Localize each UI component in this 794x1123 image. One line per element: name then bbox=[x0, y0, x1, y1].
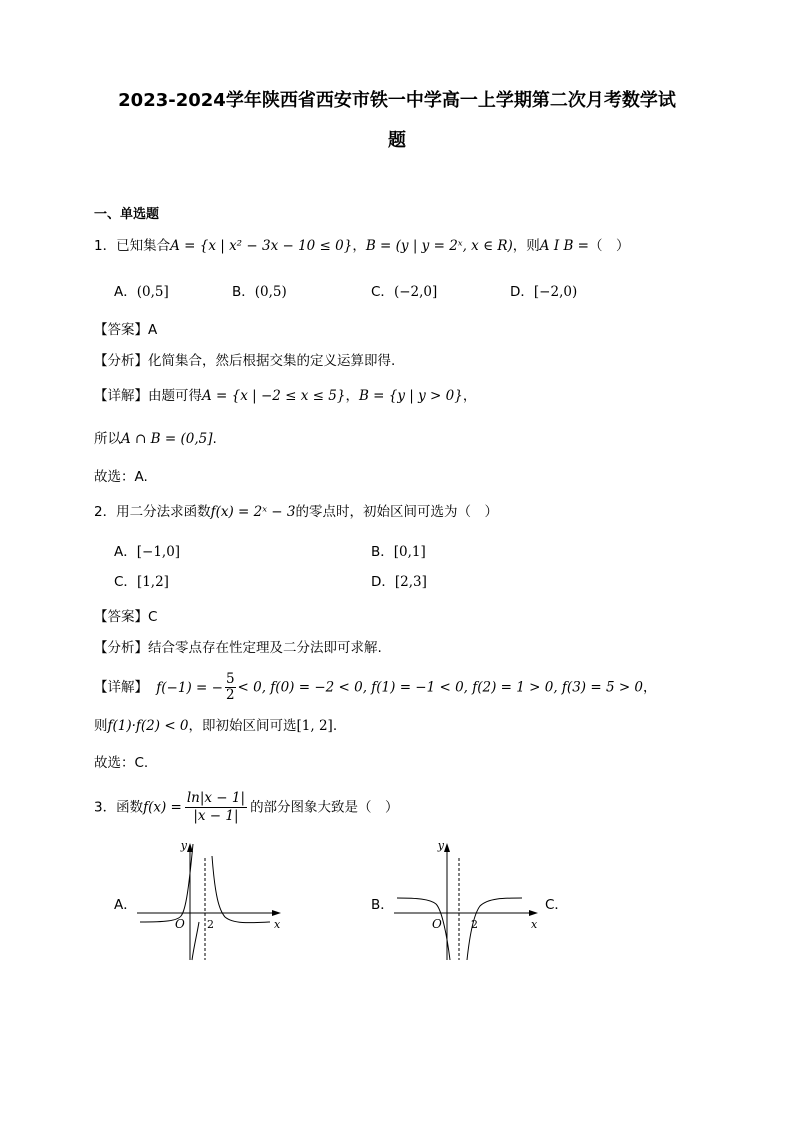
q2-detail-fraction bbox=[225, 672, 236, 703]
q2-option-b-label: B． bbox=[371, 544, 394, 560]
q1-option-c bbox=[371, 280, 437, 300]
curve-left-branch bbox=[397, 898, 450, 960]
q2-option-c-value: [1,2] bbox=[136, 574, 169, 590]
q2-func: f(x) = 2ˣ − 3 bbox=[210, 504, 296, 520]
q2-detail-f1-post: < 0, f(0) = −2 < 0, f(1) = −1 < 0, f(2) = 1 > 0, f(3) = 5 > 0 bbox=[237, 679, 644, 696]
q3-graph-a bbox=[135, 836, 285, 966]
q2-conclusion bbox=[94, 714, 337, 734]
graph-a-y-label: y bbox=[180, 839, 187, 852]
q2-stem-post: 的零点时，初始区间可选为（ ） bbox=[295, 504, 498, 520]
q1-option-c-label: C． bbox=[371, 284, 394, 300]
q1-analysis-tag: 【分析】 bbox=[94, 353, 148, 369]
q2-detail-f1-pre: f(−1) = − bbox=[156, 679, 223, 696]
q1-detail-pre: 由题可得 bbox=[148, 388, 202, 404]
q2-detail-tag: 【详解】 bbox=[94, 679, 148, 696]
q3-graph-b-label: B． bbox=[371, 897, 394, 913]
q2-conclusion-interval: [1, 2] bbox=[296, 718, 333, 734]
q3-stem-pre: 3．函数 bbox=[94, 799, 144, 816]
graph-b-y-label: y bbox=[437, 839, 444, 852]
q2-option-a bbox=[114, 540, 180, 560]
q2-answer-value: C bbox=[148, 609, 158, 625]
q1-choose: 故选：A. bbox=[94, 469, 148, 485]
q3-fraction-numerator: ln|x − 1| bbox=[186, 790, 246, 806]
q2-conclusion-math: f(1)·f(2) < 0 bbox=[107, 718, 189, 734]
q2-analysis-tag: 【分析】 bbox=[94, 640, 148, 656]
q1-conclusion-end: . bbox=[212, 431, 217, 447]
q1-analysis-text: 化简集合，然后根据交集的定义运算即得. bbox=[148, 353, 396, 369]
q3-graph-a-label: A． bbox=[114, 897, 137, 913]
graph-a-tick-2: 2 bbox=[207, 918, 214, 931]
q2-detail-end: ， bbox=[643, 679, 657, 696]
page-title-line2: 题 bbox=[388, 130, 406, 151]
q2-stem bbox=[94, 500, 498, 520]
q2-answer bbox=[94, 605, 157, 625]
q2-choose: 故选：C. bbox=[94, 755, 149, 771]
q1-answer bbox=[94, 318, 157, 338]
q2-option-a-label: A． bbox=[114, 544, 137, 560]
q2-fraction-denominator: 2 bbox=[225, 687, 235, 703]
graph-b-origin-label: O bbox=[432, 917, 442, 931]
q2-analysis bbox=[94, 636, 382, 656]
q3-stem-post: 的部分图象大致是（ ） bbox=[250, 799, 399, 816]
curve-left-lower bbox=[192, 922, 199, 960]
q2-fraction-numerator: 5 bbox=[225, 671, 235, 687]
q3-func-lhs: f(x) = bbox=[143, 799, 182, 816]
q1-conclusion-math: A ∩ B = (0,5] bbox=[121, 431, 213, 447]
q2-analysis-text: 结合零点存在性定理及二分法即可求解. bbox=[148, 640, 382, 656]
q2-stem-pre: 2．用二分法求函数 bbox=[94, 504, 211, 520]
q1-detail-sep: ， bbox=[345, 388, 359, 404]
page-title-line1: 2023-2024学年陕西省西安市铁一中学高一上学期第二次月考数学试 bbox=[118, 90, 676, 111]
q3-fraction-denominator: |x − 1| bbox=[193, 808, 239, 824]
q2-option-d bbox=[371, 570, 427, 590]
q1-option-a bbox=[114, 280, 169, 300]
q1-set-b: B = (y | y = 2ˣ, x ∈ R) bbox=[365, 238, 513, 254]
q1-detail-tag: 【详解】 bbox=[94, 388, 148, 404]
q2-option-d-value: [2,3] bbox=[394, 574, 427, 590]
q1-comma: ， bbox=[352, 238, 366, 254]
q1-answer-value: A bbox=[148, 322, 158, 338]
q2-conclusion-post: ，即初始区间可选 bbox=[188, 718, 297, 734]
q1-set-a: A = {x | x² − 3x − 10 ≤ 0} bbox=[170, 238, 353, 254]
q3-stem bbox=[94, 790, 399, 825]
q3-graph-b bbox=[392, 836, 542, 966]
q2-option-c bbox=[114, 570, 169, 590]
q1-detail bbox=[94, 384, 476, 404]
q1-option-d-value: [−2,0) bbox=[533, 284, 578, 300]
q1-option-c-value: (−2,0] bbox=[393, 284, 438, 300]
x-axis-arrow-icon bbox=[272, 910, 281, 916]
q1-detail-end: ， bbox=[462, 388, 477, 404]
graph-b-tick-2: 2 bbox=[471, 918, 478, 931]
q1-option-d-label: D． bbox=[510, 284, 534, 300]
q1-option-d bbox=[510, 280, 577, 300]
graph-b-x-label: x bbox=[531, 918, 538, 931]
curve-left-branch bbox=[140, 844, 193, 922]
q2-option-d-label: D． bbox=[371, 574, 395, 590]
q1-conclusion-pre: 所以 bbox=[94, 431, 121, 447]
section-heading: 一、单选题 bbox=[94, 207, 160, 222]
q2-answer-tag: 【答案】 bbox=[94, 609, 148, 625]
q2-option-b bbox=[371, 540, 426, 560]
q1-option-b-label: B． bbox=[232, 284, 255, 300]
q1-option-b bbox=[232, 280, 287, 300]
x-axis-arrow-icon bbox=[529, 910, 538, 916]
q2-option-a-value: [−1,0] bbox=[136, 544, 181, 560]
q1-answer-tag: 【答案】 bbox=[94, 322, 148, 338]
q3-fraction bbox=[185, 790, 247, 825]
q3-graph-c-label: C． bbox=[545, 897, 568, 913]
q1-op: A I B = bbox=[539, 238, 589, 254]
q2-detail bbox=[94, 672, 657, 703]
q1-paren: （ ） bbox=[589, 238, 630, 254]
q2-option-b-value: [0,1] bbox=[393, 544, 426, 560]
q1-detail-set-b: B = {y | y > 0} bbox=[358, 388, 463, 404]
q1-stem bbox=[94, 234, 630, 254]
q1-option-a-label: A． bbox=[114, 284, 137, 300]
y-axis-arrow-icon bbox=[444, 843, 450, 852]
q1-stem-pre: 1．已知集合 bbox=[94, 238, 171, 254]
q2-option-c-label: C． bbox=[114, 574, 137, 590]
q1-conclusion bbox=[94, 427, 217, 447]
q1-stem-mid: ，则 bbox=[512, 238, 540, 254]
graph-a-x-label: x bbox=[274, 918, 281, 931]
q1-detail-set-a: A = {x | −2 ≤ x ≤ 5} bbox=[202, 388, 346, 404]
q1-option-b-value: (0,5) bbox=[254, 284, 287, 300]
q1-analysis bbox=[94, 349, 395, 369]
q1-option-a-value: (0,5] bbox=[136, 284, 169, 300]
q2-conclusion-pre: 则 bbox=[94, 718, 108, 734]
q2-conclusion-end: . bbox=[332, 718, 338, 734]
graph-a-origin-label: O bbox=[175, 917, 185, 931]
